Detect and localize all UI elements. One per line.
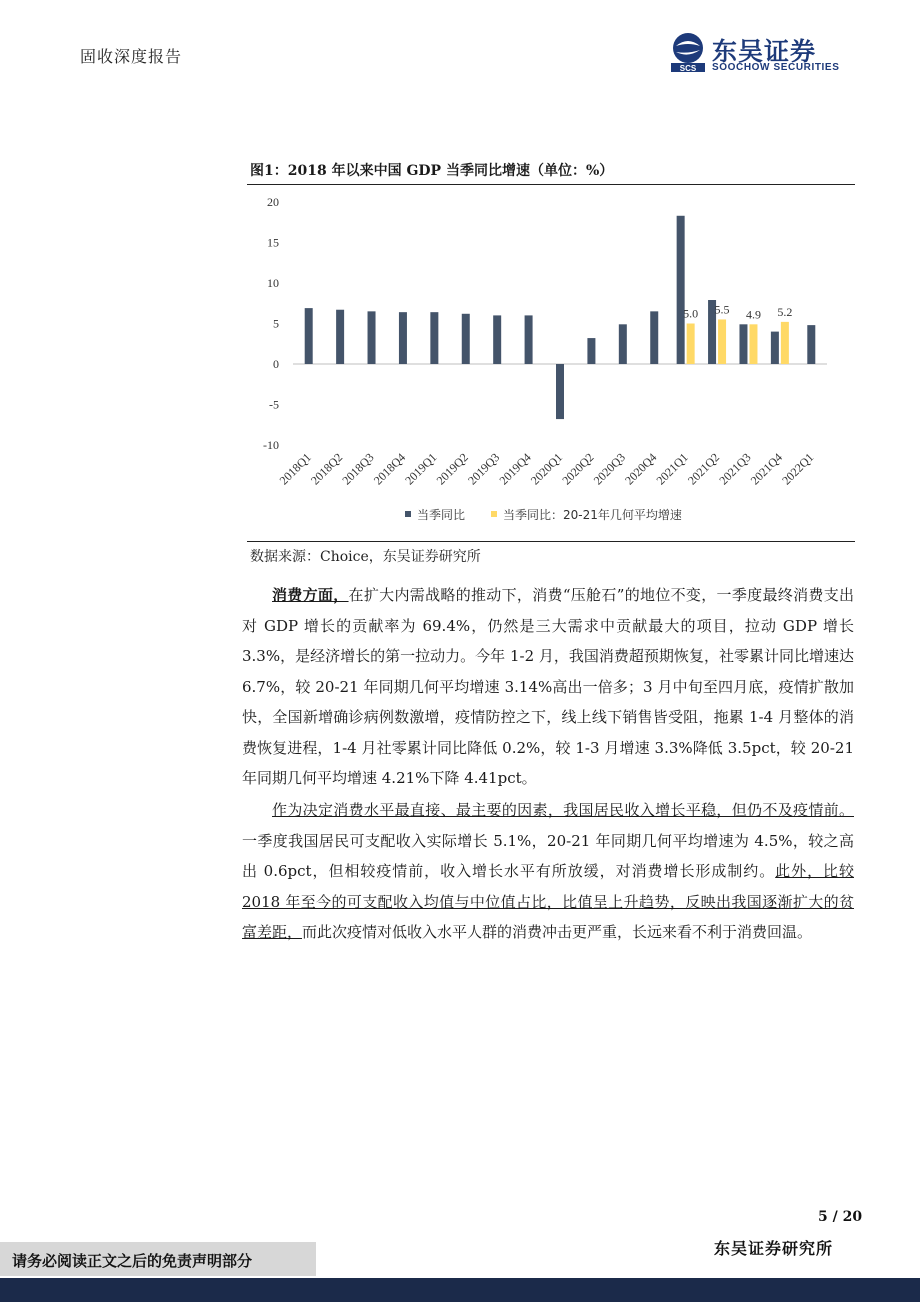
logo-english-name: SOOCHOW SECURITIES	[712, 62, 840, 73]
bar-quarterly-yoy	[493, 315, 501, 364]
bar-geometric-average	[749, 324, 757, 364]
x-tick-label: 2020Q2	[559, 450, 597, 488]
bar-quarterly-yoy	[587, 338, 595, 364]
paragraph-consumption	[242, 580, 854, 794]
logo-mark-text: SCS	[679, 64, 697, 72]
bar-quarterly-yoy	[807, 325, 815, 364]
page-number: 5 / 20	[818, 1209, 863, 1225]
gdp-bar-chart	[247, 186, 855, 540]
data-label-geometric-average: 4.9	[745, 307, 761, 322]
bar-quarterly-yoy	[430, 312, 438, 364]
paragraph-underlined-1: 作为决定消费水平最直接、最主要的因素，我国居民收入增长平稳，但仍不及疫情前。	[272, 801, 854, 819]
paragraph-text-1: 一季度我国居民可支配收入实际增长 5.1%，20-21 年同期几何平均增速为 4.5%，较之高出 0.6pct，但相较疫情前，收入增长水平有所放缓，对消费增长形成制约。	[242, 831, 854, 880]
bar-geometric-average	[781, 322, 789, 364]
x-tick-label: 2018Q3	[339, 450, 377, 488]
figure-title: 图1：2018 年以来中国 GDP 当季同比增速（单位：%）	[250, 163, 614, 179]
bar-quarterly-yoy	[556, 364, 564, 419]
y-tick-label: -5	[269, 397, 279, 412]
paragraph-lead: 消费方面，	[272, 586, 349, 604]
bar-quarterly-yoy	[739, 324, 747, 364]
paragraph-income	[242, 795, 854, 948]
figure-bottom-rule	[247, 541, 855, 542]
x-tick-label: 2020Q3	[590, 450, 628, 488]
data-label-geometric-average: 5.5	[714, 302, 730, 317]
scs-logo-icon	[668, 32, 708, 72]
paragraph-text-2: 而此次疫情对低收入水平人群的消费冲击更严重，长远来看不利于消费回温。	[302, 923, 813, 941]
x-tick-label: 2020Q4	[622, 450, 660, 488]
bar-geometric-average	[687, 324, 695, 365]
legend-label-geometric-average: 当季同比：20-21年几何平均增速	[503, 508, 682, 522]
logo-chinese-name: 东吴证券	[712, 37, 817, 66]
disclaimer-text: 请务必阅读正文之后的免责声明部分	[12, 1252, 253, 1270]
paragraph-body: 在扩大内需战略的推动下，消费“压舱石”的地位不变，一季度最终消费支出对 GDP 增长的贡献率为 69.4%，仍然是三大需求中贡献最大的项目，拉动 GDP 增长 3.3%，是经济增长的第一拉动力。今年 1-2 月，我国消费超预期恢复，社零累计同比增速达 6.7%，较 20-21 年同期几何平均增速 3.14%高出一倍多；3 月中旬至四月底，疫情扩散加快，全国新增确诊病例数激增，疫情防控之下，线上线下销售皆受阻，拖累 1-4 月整体的消费恢复进程，1-4 月社零累计同比降低 0.2%，较 1-3 月增速 3.3%降低 3.5pct，较 20-21 年同期几何平均增速 4.21%下降 4.41pct。	[242, 586, 854, 787]
x-tick-label: 2019Q1	[402, 450, 440, 488]
bar-quarterly-yoy	[525, 315, 533, 364]
bar-quarterly-yoy	[305, 308, 313, 364]
figure-top-rule	[247, 184, 855, 185]
bar-quarterly-yoy	[677, 216, 685, 364]
y-tick-label: 10	[267, 276, 279, 290]
bar-quarterly-yoy	[650, 311, 658, 364]
x-tick-label: 2021Q3	[716, 450, 754, 488]
bar-geometric-average	[718, 319, 726, 364]
x-tick-label: 2019Q2	[433, 450, 471, 488]
figure-source: 数据来源：Choice，东吴证券研究所	[250, 549, 481, 565]
y-tick-label: 15	[267, 235, 279, 250]
y-tick-label: 0	[273, 357, 279, 371]
bar-quarterly-yoy	[336, 310, 344, 364]
x-tick-label: 2019Q3	[465, 450, 503, 488]
x-tick-label: 2018Q4	[370, 450, 409, 488]
bar-quarterly-yoy	[368, 311, 376, 364]
y-tick-label: 20	[267, 195, 279, 209]
footer-bar	[0, 1278, 920, 1302]
y-tick-label: 5	[273, 316, 279, 331]
data-label-geometric-average: 5.2	[777, 304, 793, 319]
legend-swatch-geometric-average	[491, 511, 497, 517]
paragraph-underlined-2: 此外，比较 2018 年至今的可支配收入均值与中位值占比，比值呈上升趋势，反映出我国逐渐扩大的贫富差距，	[242, 862, 854, 941]
bar-quarterly-yoy	[399, 312, 407, 364]
x-tick-label: 2019Q4	[496, 450, 534, 488]
legend-label-quarterly-yoy: 当季同比	[417, 508, 466, 522]
legend-swatch-quarterly-yoy	[405, 511, 411, 517]
x-tick-label: 2021Q1	[653, 450, 691, 488]
x-tick-label: 2018Q2	[307, 450, 346, 488]
x-tick-label: 2018Q1	[276, 450, 314, 488]
bar-quarterly-yoy	[619, 324, 627, 364]
bar-quarterly-yoy	[771, 332, 779, 364]
x-tick-label: 2020Q1	[527, 450, 566, 488]
report-type-label: 固收深度报告	[80, 47, 183, 66]
x-tick-label: 2021Q2	[684, 450, 723, 488]
x-tick-label: 2021Q4	[747, 450, 786, 488]
bar-quarterly-yoy	[462, 314, 470, 364]
company-logo	[668, 30, 858, 76]
y-tick-label: -10	[263, 438, 279, 452]
footer-organization: 东吴证券研究所	[714, 1239, 834, 1258]
data-label-geometric-average: 5.0	[683, 306, 699, 321]
x-tick-label: 2022Q1	[779, 450, 817, 488]
